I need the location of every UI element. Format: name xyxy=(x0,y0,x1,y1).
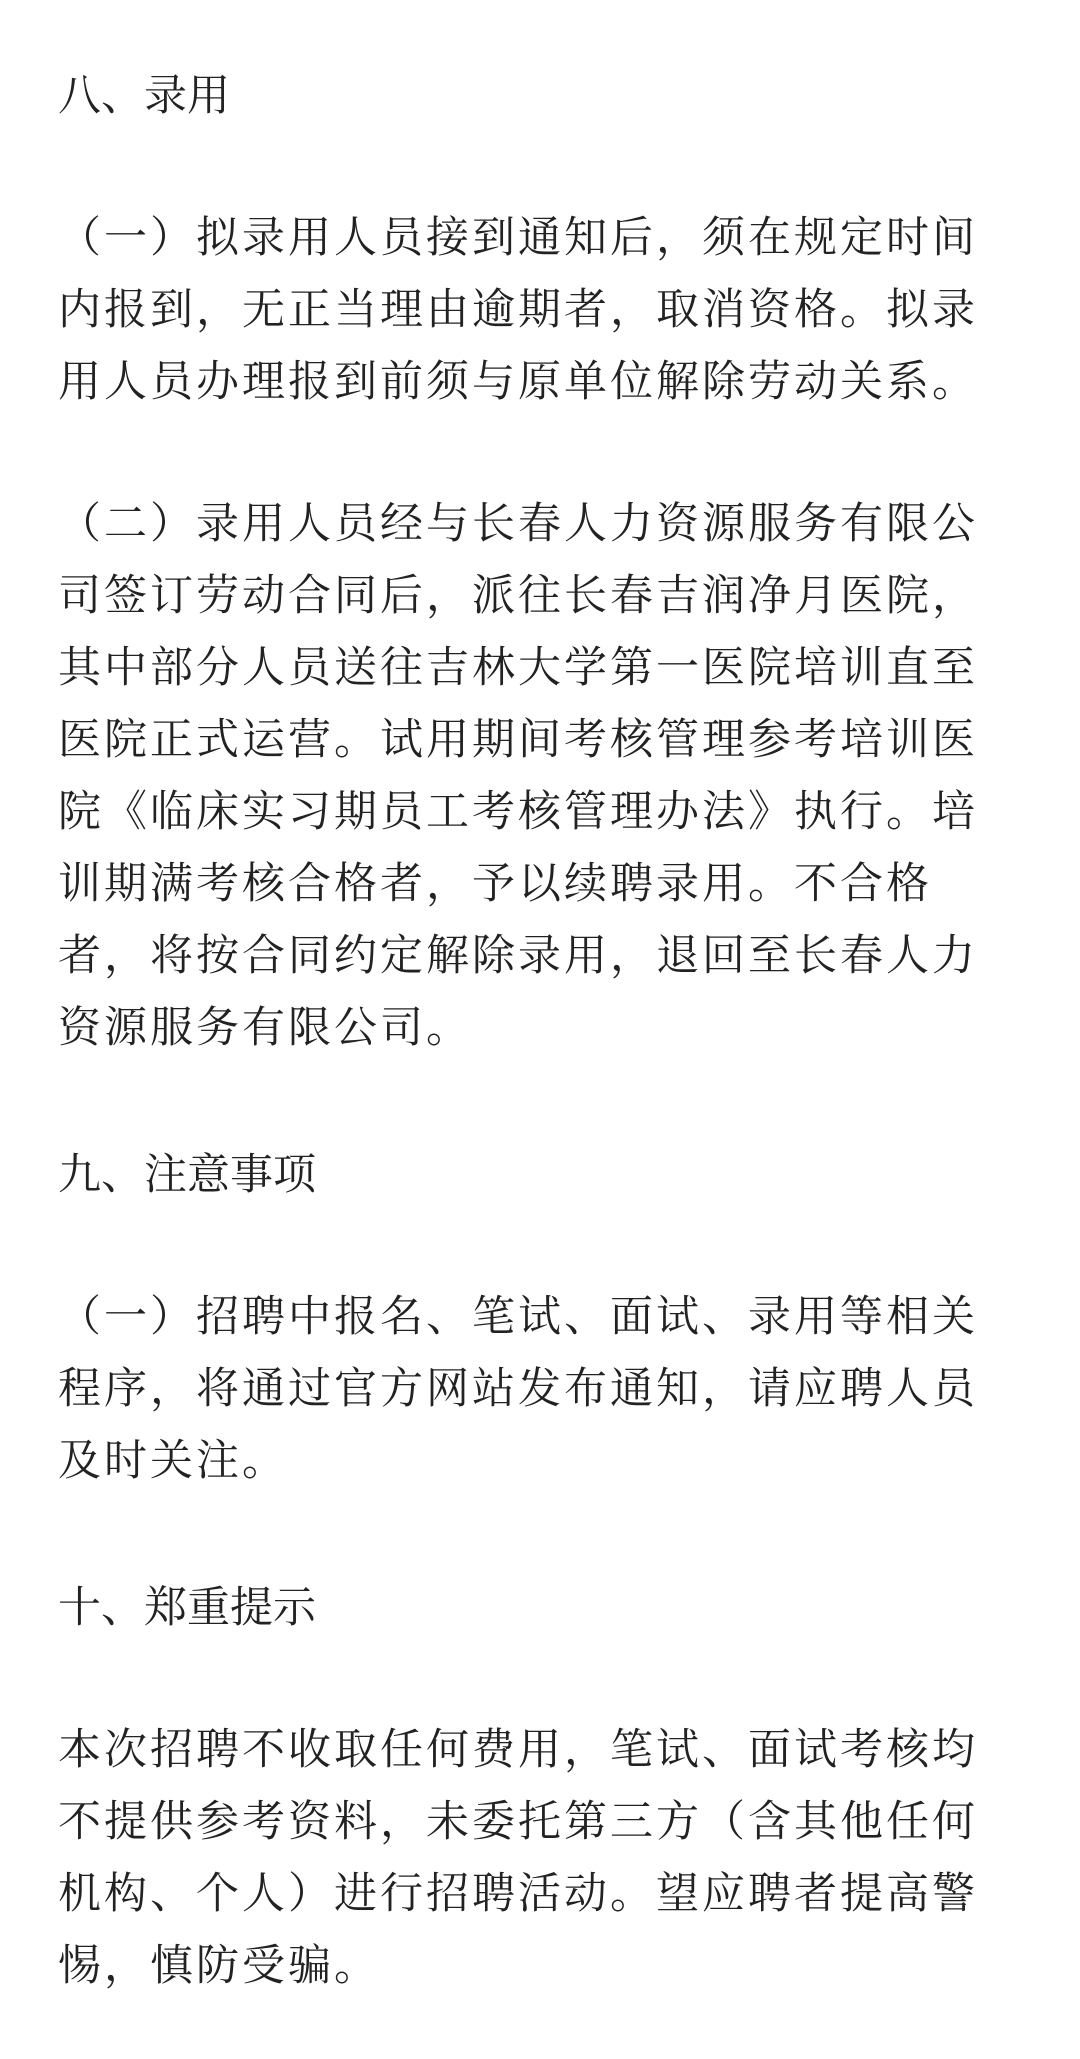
spacer xyxy=(58,418,1022,488)
section-8-heading: 八、录用 xyxy=(58,71,230,121)
spacer xyxy=(58,1497,1022,1572)
section-9-paragraph-1: （一）招聘中报名、笔试、面试、录用等相关程序，将通过官方网站发布通知，请应聘人员及时关注。 xyxy=(58,1292,978,1486)
spacer xyxy=(58,132,1022,202)
spacer xyxy=(58,1211,1022,1281)
section-10-heading: 十、郑重提示 xyxy=(58,1583,316,1633)
section-8-paragraph-1: （一）拟录用人员接到通知后，须在规定时间内报到，无正当理由逾期者，取消资格。拟录用人员办理报到前须与原单位解除劳动关系。 xyxy=(58,213,978,407)
spacer xyxy=(58,1644,1022,1714)
section-10-paragraph-1: 本次招聘不收取任何费用，笔试、面试考核均不提供参考资料，未委托第三方（含其他任何机构、个人）进行招聘活动。望应聘者提高警惕，慎防受骗。 xyxy=(58,1725,978,1991)
section-9-heading: 九、注意事项 xyxy=(58,1150,316,1200)
spacer xyxy=(58,1064,1022,1139)
section-8-paragraph-2: （二）录用人员经与长春人力资源服务有限公司签订劳动合同后，派往长春吉润净月医院，其中部分人员送往吉林大学第一医院培训直至医院正式运营。试用期间考核管理参考培训医院《临床实习期员工考核管理办法》执行。培训期满考核合格者，予以续聘录用。不合格者，将按合同约定解除录用，退回至长春人力资源服务有限公司。 xyxy=(58,499,978,1053)
